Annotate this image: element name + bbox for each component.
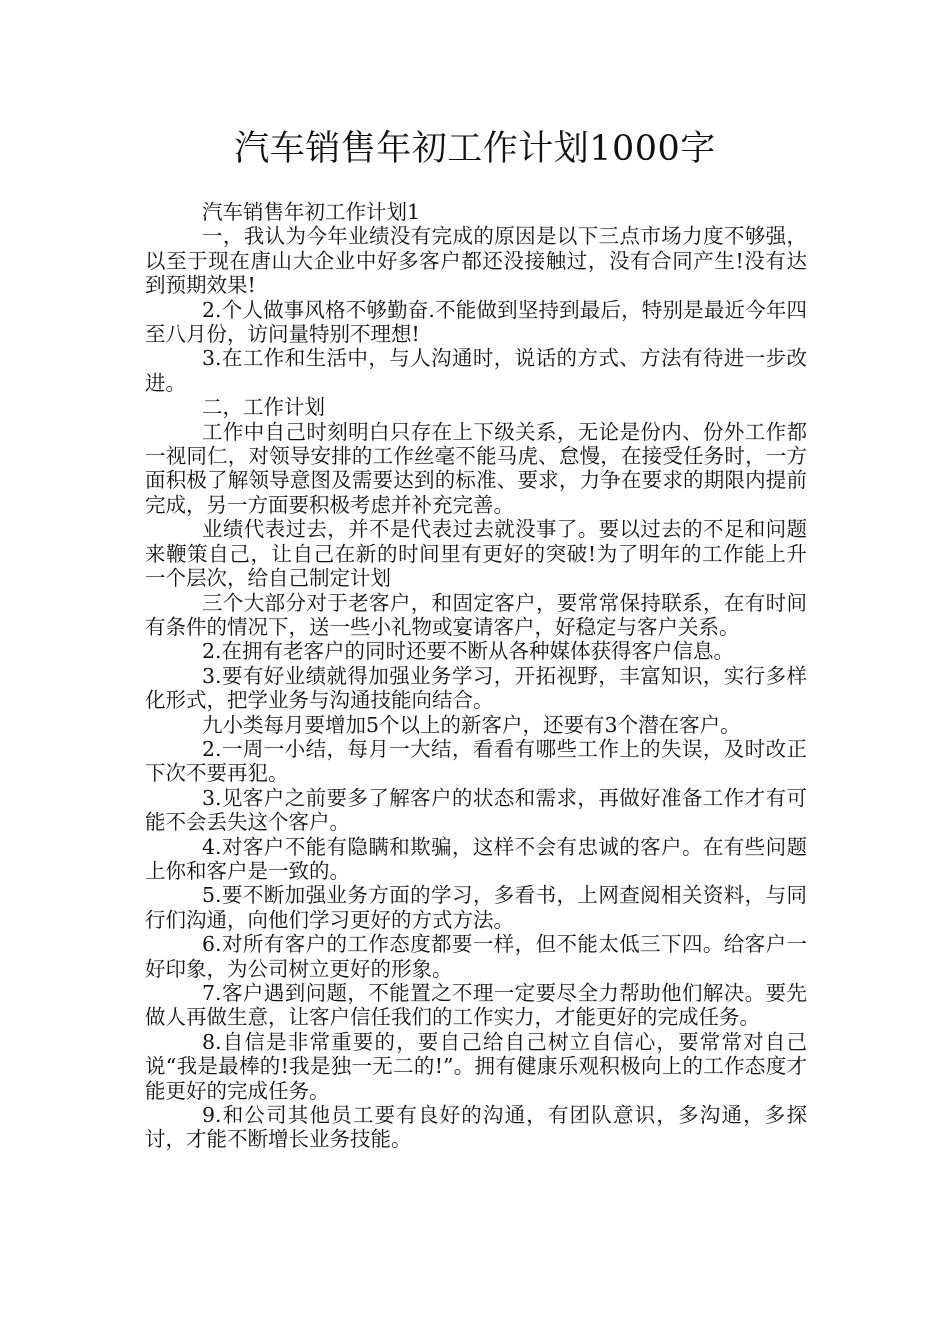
paragraph-item: 2.在拥有老客户的同时还要不断从各种媒体获得客户信息。 bbox=[202, 639, 735, 664]
paragraph-section-two: 二，工作计划 bbox=[202, 395, 325, 420]
document-body bbox=[145, 200, 807, 1152]
paragraph-body: 三个大部分对于老客户，和固定客户，要常常保持联系，在有时间有条件的情况下，送一些小礼物或宴请客户，好稳定与客户关系。 bbox=[145, 590, 807, 639]
paragraph-item: 6.对所有客户的工作态度都要一样，但不能太低三下四。给客户一好印象，为公司树立更好的形象。 bbox=[145, 932, 807, 981]
paragraph-item: 3.在工作和生活中，与人沟通时，说话的方式、方法有待进一步改进。 bbox=[145, 346, 807, 395]
paragraph-item: 9.和公司其他员工要有良好的沟通，有团队意识，多沟通，多探讨，才能不断增长业务技能。 bbox=[145, 1103, 807, 1152]
paragraph-body: 九小类每月要增加5个以上的新客户，还要有3个潜在客户。 bbox=[202, 712, 741, 737]
document-title: 汽车销售年初工作计划1000字 bbox=[234, 129, 716, 169]
paragraph-subtitle: 汽车销售年初工作计划1 bbox=[202, 200, 421, 224]
paragraph-section-one: 一，我认为今年业绩没有完成的原因是以下三点市场力度不够强，以至于现在唐山大企业中好多客户都还没接触过，没有合同产生!没有达到预期效果! bbox=[145, 224, 807, 298]
paragraph-item: 7.客户遇到问题，不能置之不理一定要尽全力帮助他们解决。要先做人再做生意，让客户信任我们的工作实力，才能更好的完成任务。 bbox=[145, 981, 807, 1030]
paragraph-body: 业绩代表过去，并不是代表过去就没事了。要以过去的不足和问题来鞭策自己，让自己在新的时间里有更好的突破!为了明年的工作能上升一个层次，给自己制定计划 bbox=[145, 517, 807, 591]
paragraph-item: 5.要不断加强业务方面的学习，多看书，上网查阅相关资料，与同行们沟通，向他们学习更好的方式方法。 bbox=[145, 883, 807, 932]
paragraph-item: 8.自信是非常重要的，要自己给自己树立自信心，要常常对自己说“我是最棒的!我是独一无二的!”。拥有健康乐观积极向上的工作态度才能更好的完成任务。 bbox=[145, 1029, 807, 1103]
paragraph-item: 3.见客户之前要多了解客户的状态和需求，再做好准备工作才有可能不会丢失这个客户。 bbox=[145, 785, 807, 835]
paragraph-item: 2.个人做事风格不够勤奋.不能做到坚持到最后，特别是最近今年四至八月份，访问量特别不理想! bbox=[145, 297, 807, 347]
paragraph-item: 4.对客户不能有隐瞒和欺骗，这样不会有忠诚的客户。在有些问题上你和客户是一致的。 bbox=[145, 834, 807, 883]
paragraph-item: 3.要有好业绩就得加强业务学习，开拓视野，丰富知识，实行多样化形式，把学业务与沟通技能向结合。 bbox=[145, 663, 807, 713]
paragraph-item: 2.一周一小结，每月一大结，看看有哪些工作上的失误，及时改正下次不要再犯。 bbox=[145, 736, 807, 786]
paragraph-body: 工作中自己时刻明白只存在上下级关系，无论是份内、份外工作都一视同仁，对领导安排的工作丝毫不能马虎、怠慢，在接受任务时，一方面积极了解领导意图及需要达到的标准、要求，力争在要求的期限内提前完成，另一方面要积极考虑并补充完善。 bbox=[145, 419, 807, 517]
